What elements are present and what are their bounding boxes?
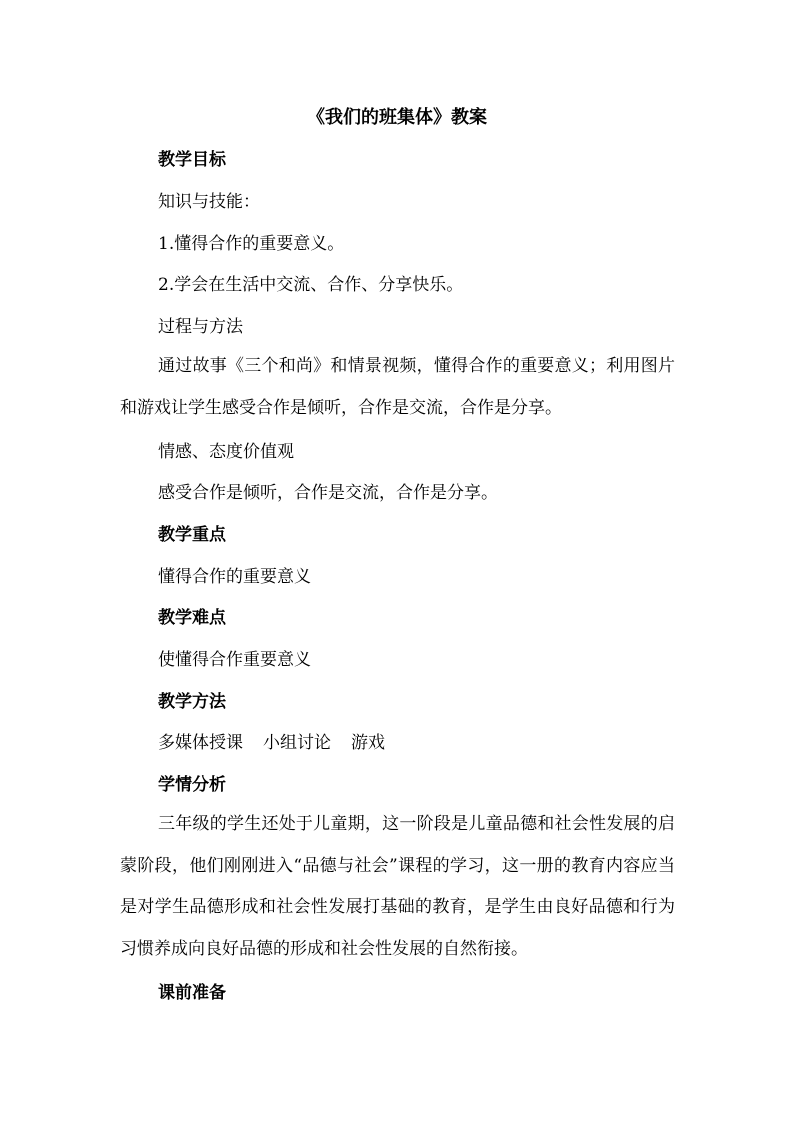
- objectives-heading: 教学目标: [158, 150, 226, 170]
- document-title: 《我们的班集体》教案: [307, 107, 487, 128]
- knowledge-item-2: 2.学会在生活中交流、合作、分享快乐。: [158, 275, 464, 295]
- method-item: 游戏: [351, 733, 385, 753]
- knowledge-heading: 知识与技能：: [158, 192, 260, 212]
- difficulty-heading: 教学难点: [158, 608, 226, 628]
- method-heading: 教学方法: [158, 692, 226, 712]
- knowledge-item-1: 1.懂得合作的重要意义。: [158, 234, 345, 254]
- method-item: 多媒体授课: [158, 733, 243, 753]
- emotion-paragraph: 感受合作是倾听，合作是交流，合作是分享。: [158, 483, 498, 503]
- method-list: [158, 731, 385, 755]
- process-heading: 过程与方法: [158, 317, 243, 337]
- analysis-paragraph: 三年级的学生还处于儿童期，这一阶段是儿童品德和社会性发展的启蒙阶段，他们刚刚进入“品德与社会”课程的学习，这一册的教育内容应当是对学生品德形成和社会性发展打基础的教育，是学生由良好品德和行为习惯养成向良好品德的形成和社会性发展的自然衔接。: [120, 814, 675, 959]
- process-paragraph: 通过故事《三个和尚》和情景视频，懂得合作的重要意义；利用图片和游戏让学生感受合作是倾听，合作是交流，合作是分享。: [120, 356, 675, 418]
- key-heading: 教学重点: [158, 525, 226, 545]
- difficulty-paragraph: 使懂得合作重要意义: [158, 650, 311, 670]
- analysis-heading: 学情分析: [158, 775, 226, 795]
- emotion-heading: 情感、态度价值观: [158, 442, 294, 462]
- key-paragraph: 懂得合作的重要意义: [158, 567, 311, 587]
- method-item: 小组讨论: [263, 733, 331, 753]
- preparation-heading: 课前准备: [158, 983, 226, 1003]
